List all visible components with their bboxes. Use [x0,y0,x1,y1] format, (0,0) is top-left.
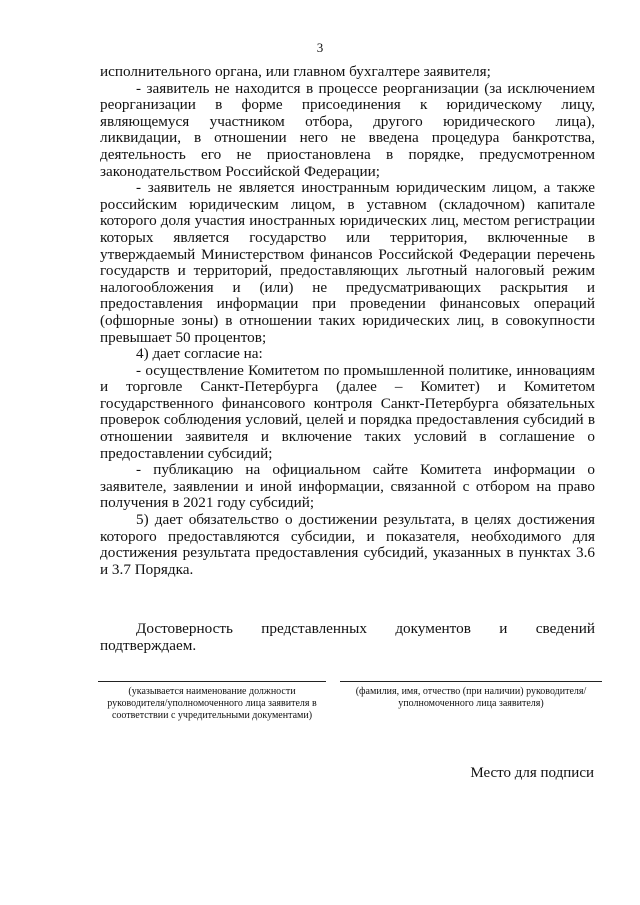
signature-place-label: Место для подписи [470,765,594,781]
name-signature-line [340,681,602,682]
paragraph: исполнительного органа, или главном бухгалтере заявителя; [100,63,491,80]
confirmation-statement [100,620,595,654]
position-signature-line [98,681,326,682]
paragraph: 5) дает обязательство о достижении результата, в целях достижения которого предоставляются субсидии, и показателя, необходимого для достижения результата предоставления субсидий, указанных в пунктах 3.6 и 3.7 Порядка. [100,511,595,578]
paragraph: - заявитель не является иностранным юридическим лицом, а также российским юридическим лицом, в уставном (складочном) капитале которого доля участия иностранных юридических лиц, местом регистрации которых является государство или территория, включенные в утверждаемый Министерством финансов Российской Федерации перечень государств и территорий, предоставляющих льготный налоговый режим налогообложения и (или) не предусматривающих раскрытия и предоставления информации при проведении финансовых операций (офшорные зоны) в отношении таких юридических лиц, в совокупности превышает 50 процентов; [100,179,595,346]
page-number: 3 [316,40,324,55]
confirmation-text: Достоверность представленных документов и сведений подтверждаем. [100,620,595,654]
name-caption: (фамилия, имя, отчество (при наличии) руководителя/ уполномоченного лица заявителя) [355,686,587,709]
paragraph: - осуществление Комитетом по промышленной политике, инновациям и торговле Санкт-Петербурга (далее – Комитет) и Комитетом государственного финансового контроля Санкт-Петербурга обязательных проверок соблюдения условий, целей и порядка предоставления субсидий в отношении заявителя и включение таких условий в соглашение о предоставлении субсидий; [100,361,595,462]
paragraph: - публикацию на официальном сайте Комитета информации о заявителе, заявлении и иной информации, связанной с отбором на право получения в 2021 году субсидий; [100,461,595,512]
position-caption: (указывается наименование должности руководителя/уполномоченного лица заявителя в соответствии с учредительными документами) [107,686,317,721]
paragraph: - заявитель не находится в процессе реорганизации (за исключением реорганизации в форме присоединения к юридическому лицу, являющемуся участником отбора, другого юридического лица), ликвидации, в отношении него не введена процедура банкротства, деятельность его не приостановлена в порядке, предусмотренном законодательством Российской Федерации; [100,79,595,180]
paragraph: 4) дает согласие на: [136,345,263,363]
body-text [100,64,595,578]
